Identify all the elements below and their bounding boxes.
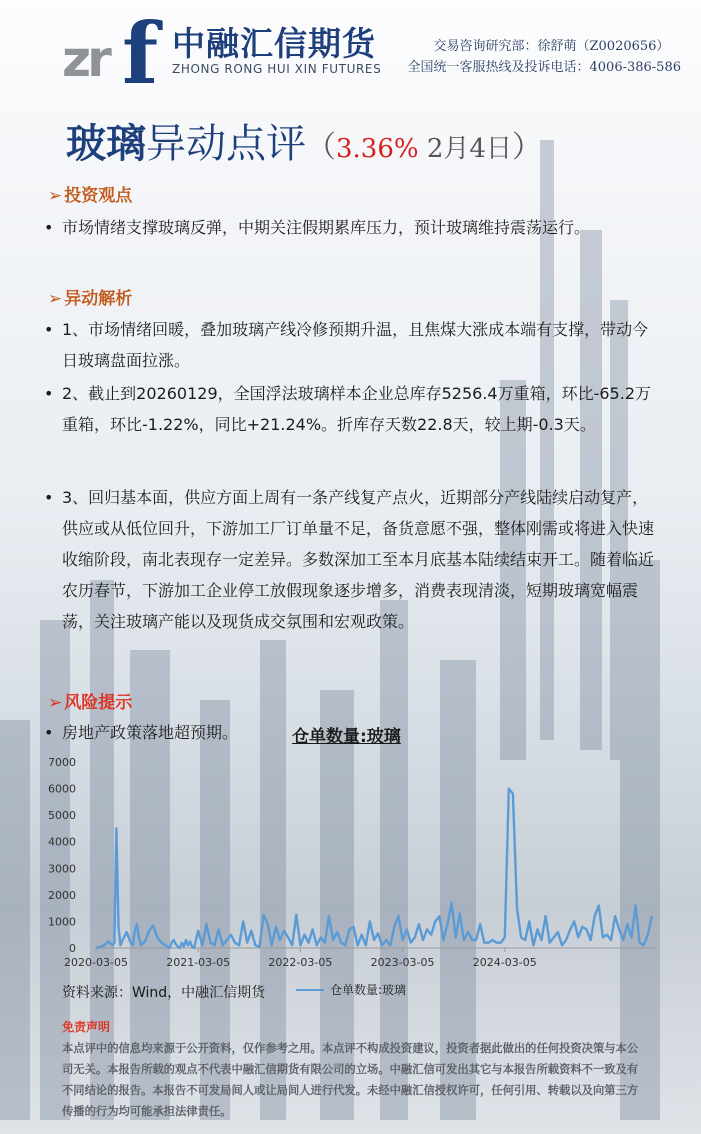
list-item xyxy=(44,717,284,748)
section-heading-label: 风险提示 xyxy=(64,693,133,713)
page-title xyxy=(66,112,542,169)
y-tick-label: 0 xyxy=(69,942,76,955)
company-name-en: ZHONG RONG HUI XIN FUTURES xyxy=(172,62,382,76)
bullet-icon: • xyxy=(44,488,54,507)
report-header xyxy=(0,0,701,103)
x-tick-label: 2024-03-05 xyxy=(472,956,537,969)
series-line xyxy=(96,789,652,948)
chevron-right-icon: ➢ xyxy=(48,289,63,309)
analysis-point-1: 1、市场情绪回暖，叠加玻璃产线冷修预期升温，且焦煤大涨成本端有支撑，带动今日玻璃盘面拉涨。 xyxy=(62,320,649,370)
x-tick-label: 2020-03-05 xyxy=(64,956,128,969)
section-heading-label: 异动解析 xyxy=(64,289,133,309)
disclaimer-body: 本点评中的信息均来源于公开资料，仅作参考之用。本点评不构成投资建议，投资者据此做出的任何投资决策与本公司无关。本报告所载的观点不代表中融汇信期货有限公司的立场。中融汇信可发出其它与本报告所载资料不一致及有不同结论的报告。本报告不可发局间人或让局间人进行代发。未经中融汇信授权许可，任何引用、转载以及向第三方传播的行为均可能承担法律责任。 xyxy=(62,1042,639,1118)
logo-mark-f: f xyxy=(122,4,159,103)
bullet-icon: • xyxy=(44,320,54,339)
y-tick-label: 4000 xyxy=(48,835,76,849)
list-item xyxy=(44,378,664,440)
title-suffix: 异动点评 xyxy=(146,121,306,167)
analysis-point-3: 3、回归基本面，供应方面上周有一条产线复产点火，近期部分产线陆续启动复产，供应或从低位回升，下游加工厂订单量不足，备货意愿不强，整体刚需或将进入快速收缩阶段，南北表现存一定差异。多数深加工至本月底基本陆续结束开工。随着临近农历春节，下游加工企业停工放假现象逐步增多，消费表现清淡，短期玻璃宽幅震荡，关注玻璃产能以及现货成交氛围和宏观政策。 xyxy=(62,488,655,631)
bullet-icon: • xyxy=(44,384,54,403)
list-item xyxy=(44,212,664,243)
warehouse-receipt-chart xyxy=(48,750,668,980)
title-change: 3.36% xyxy=(336,134,419,164)
list-item xyxy=(44,314,664,376)
x-tick-label: 2022-03-05 xyxy=(268,956,333,969)
section-heading-view xyxy=(48,181,132,206)
title-paren-close: ） xyxy=(511,130,542,165)
section-heading-label: 投资观点 xyxy=(64,186,133,206)
disclaimer-title: 免责声明 xyxy=(62,1020,111,1034)
section-heading-risk xyxy=(48,688,132,713)
y-tick-label: 5000 xyxy=(48,809,76,823)
y-tick-label: 1000 xyxy=(48,915,76,929)
contact-info xyxy=(408,36,682,78)
legend-label: 仓单数量:玻璃 xyxy=(330,983,407,997)
logo-mark: zr xyxy=(62,30,108,88)
title-product: 玻璃 xyxy=(66,120,146,167)
risk-text: 房地产政策落地超预期。 xyxy=(62,723,239,742)
legend-line-icon xyxy=(296,989,324,991)
view-text: 市场情绪支撑玻璃反弹，中期关注假期累库压力，预计玻璃维持震荡运行。 xyxy=(62,218,591,237)
chevron-right-icon: ➢ xyxy=(48,186,63,206)
bullet-icon: • xyxy=(44,723,54,742)
chart-title: 仓单数量:玻璃 xyxy=(292,727,401,747)
y-tick-label: 6000 xyxy=(48,782,76,796)
title-paren-open: （ xyxy=(306,130,336,165)
x-tick-label: 2023-03-05 xyxy=(370,956,435,969)
x-tick-label: 2021-03-05 xyxy=(166,956,231,969)
section-heading-analysis xyxy=(48,284,132,309)
hotline-line: 全国统一客服热线及投诉电话：4006-386-586 xyxy=(407,60,681,75)
data-source: 资料来源：Wind，中融汇信期货 xyxy=(62,985,266,1001)
analyst-line: 交易咨询研究部：徐舒萌（Z0020656） xyxy=(433,39,670,54)
bullet-icon: • xyxy=(44,218,54,237)
y-tick-label: 2000 xyxy=(48,888,76,902)
list-item xyxy=(44,482,664,637)
y-tick-label: 3000 xyxy=(48,862,76,876)
company-name-cn: 中融汇信期货 xyxy=(172,24,376,63)
analysis-point-2: 2、截止到20260129，全国浮法玻璃样本企业总库存5256.4万重箱，环比-65.2万重箱，环比-1.22%，同比+21.24%。折库存天数22.8天，较上期-0.3天。 xyxy=(62,384,652,434)
chevron-right-icon: ➢ xyxy=(48,693,63,713)
chart-legend xyxy=(296,981,406,998)
y-tick-label: 7000 xyxy=(48,756,76,769)
title-date: 2月4日 xyxy=(418,134,512,164)
